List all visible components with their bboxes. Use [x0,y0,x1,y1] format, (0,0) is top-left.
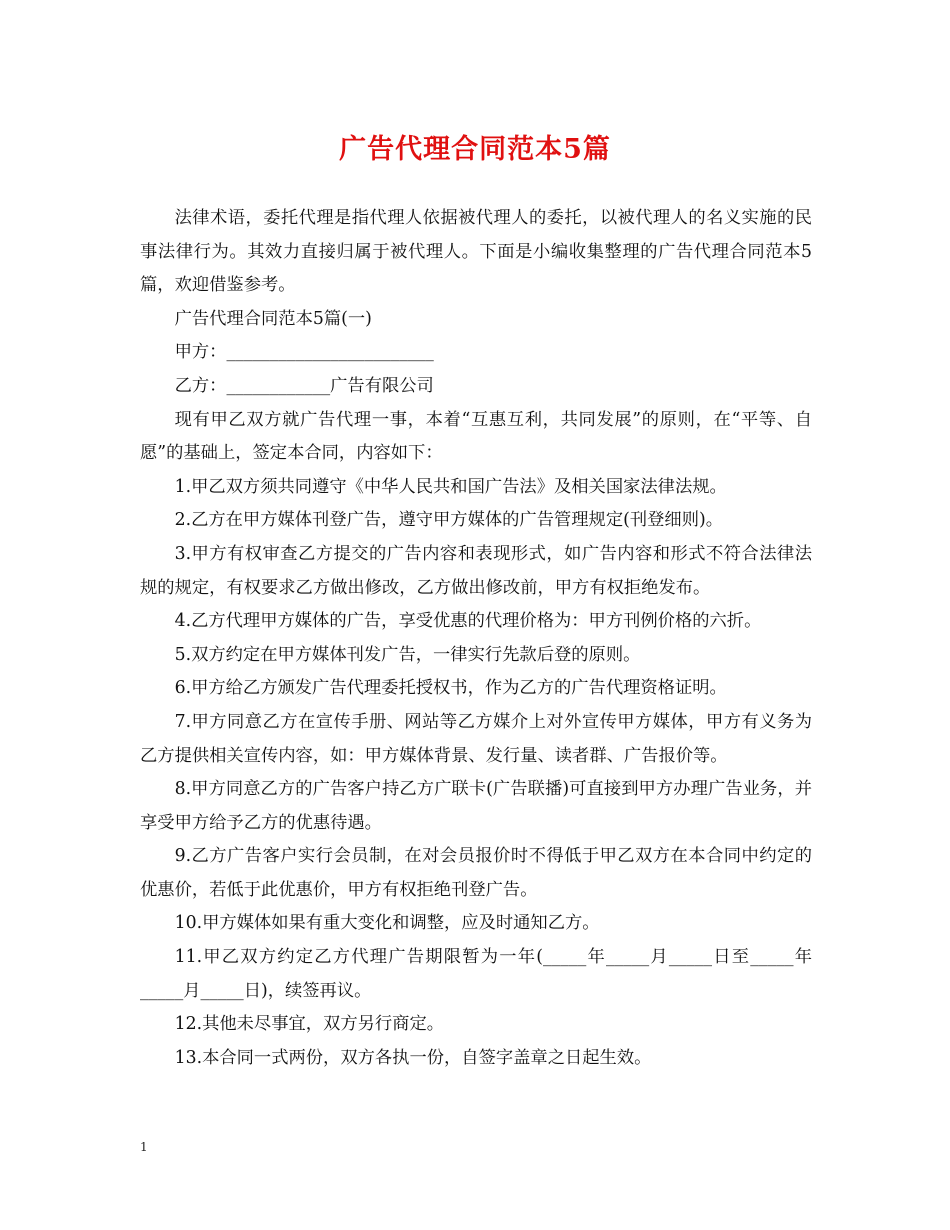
clause-6: 6.甲方给乙方颁发广告代理委托授权书，作为乙方的广告代理资格证明。 [174,678,727,699]
clause-1: 1.甲乙双方须共同遵守《中华人民共和国广告法》及相关国家法律法规。 [174,476,727,497]
clause-3: 3.甲方有权审查乙方提交的广告内容和表现形式，如广告内容和形式不符合法律法规的规定，有权要求乙方做出修改，乙方做出修改前，甲方有权拒绝发布。 [140,543,812,598]
clause-8: 8.甲方同意乙方的广告客户持乙方广联卡(广告联播)可直接到甲方办理广告业务，并享受甲方给予乙方的优惠待遇。 [140,779,812,833]
clause-11: 11.甲乙双方约定乙方代理广告期限暂为一年(_____年_____月_____日至_____年_____月_____日)，续签再议。 [140,947,812,1001]
clause-12: 12.其他未尽事宜，双方另行商定。 [174,1014,445,1035]
clause-4: 4.乙方代理甲方媒体的广告，享受优惠的代理价格为：甲方刊例价格的六折。 [174,611,762,632]
clause-13: 13.本合同一式两份，双方各执一份，自签字盖章之日起生效。 [174,1047,652,1068]
clause-7: 7.甲方同意乙方在宣传手册、网站等乙方媒介上对外宣传甲方媒体，甲方有义务为乙方提供相关宣传内容，如：甲方媒体背景、发行量、读者群、广告报价等。 [140,711,812,766]
page-number: 1 [140,1140,148,1154]
intro-paragraph: 法律术语，委托代理是指代理人依据被代理人的委托，以被代理人的名义实施的民事法律行为。其效力直接归属于被代理人。下面是小编收集整理的广告代理合同范本5篇，欢迎借鉴参考。 [140,208,812,296]
document-body [140,202,812,1075]
clause-9: 9.乙方广告客户实行会员制，在对会员报价时不得低于甲乙双方在本合同中约定的优惠价，若低于此优惠价，甲方有权拒绝刊登广告。 [140,846,812,900]
party-a-line: 甲方：________________________ [174,342,434,363]
section-heading: 广告代理合同范本5篇(一) [174,308,372,329]
clause-5: 5.双方约定在甲方媒体刊发广告，一律实行先款后登的原则。 [174,644,641,665]
clause-10: 10.甲方媒体如果有重大变化和调整，应及时通知乙方。 [174,913,600,934]
page-title: 广告代理合同范本5篇 [339,134,611,165]
clause-2: 2.乙方在甲方媒体刊登广告，遵守甲方媒体的广告管理规定(刊登细则)。 [174,510,724,531]
party-b-line: 乙方：____________广告有限公司 [174,375,434,396]
preamble-paragraph: 现有甲乙双方就广告代理一事，本着“互惠互利，共同发展”的原则，在“平等、自愿”的基础上，签定本合同，内容如下： [140,409,812,464]
